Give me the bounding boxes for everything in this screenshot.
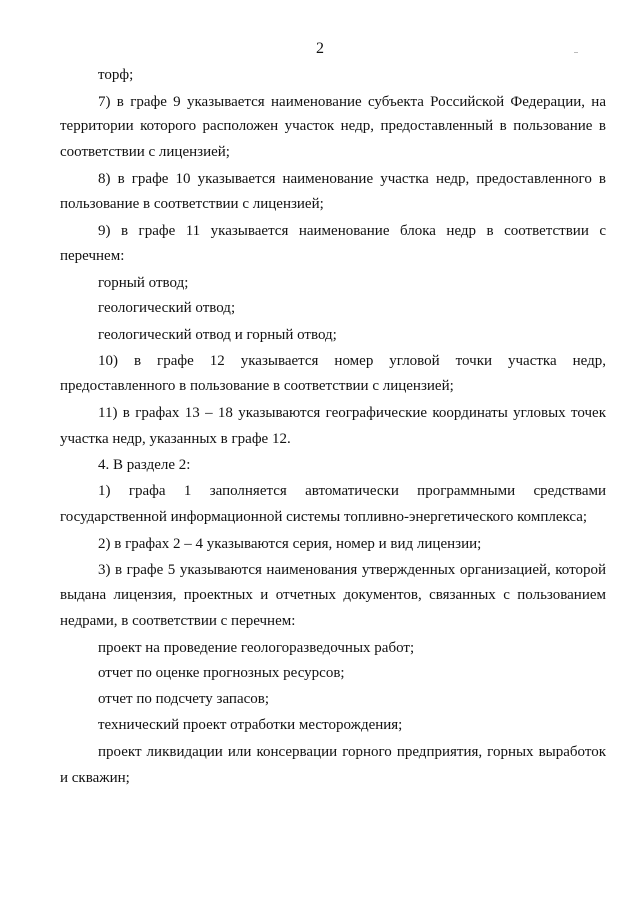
scan-mark bbox=[574, 52, 578, 53]
list-item: геологический отвод и горный отвод; bbox=[98, 327, 337, 343]
list-item: технический проект отработки месторождения; bbox=[98, 717, 403, 733]
text-line: 3) в графе 5 указываются наименования утвержденных организацией, которой bbox=[98, 562, 606, 578]
text-line: участка недр, указанных в графе 12. bbox=[60, 431, 291, 447]
text-line: 7) в графе 9 указывается наименование субъекта Российской Федерации, на bbox=[98, 94, 606, 110]
list-item: отчет по оценке прогнозных ресурсов; bbox=[98, 665, 345, 681]
text-line: перечнем: bbox=[60, 248, 125, 264]
list-item: отчет по подсчету запасов; bbox=[98, 691, 270, 707]
list-item: проект ликвидации или консервации горного предприятия, горных выработок bbox=[98, 744, 606, 760]
text-line: предоставленного в пользование в соответствии с лицензией; bbox=[60, 378, 454, 394]
list-item: проект на проведение геологоразведочных работ; bbox=[98, 640, 415, 656]
list-item: и скважин; bbox=[60, 770, 130, 786]
text-line: торф; bbox=[98, 67, 134, 83]
text-line: выдана лицензия, проектных и отчетных документов, связанных с пользованием bbox=[60, 587, 606, 603]
page-number: 2 bbox=[316, 40, 324, 57]
text-line: 10) в графе 12 указывается номер угловой точки участка недр, bbox=[98, 353, 606, 369]
text-line: недрами, в соответствии с перечнем: bbox=[60, 613, 296, 629]
text-line: 8) в графе 10 указывается наименование участка недр, предоставленного в bbox=[98, 171, 606, 187]
text-line: 9) в графе 11 указывается наименование блока недр в соответствии с bbox=[98, 223, 606, 239]
text-line: 2) в графах 2 – 4 указываются серия, номер и вид лицензии; bbox=[98, 536, 482, 552]
text-line: 11) в графах 13 – 18 указываются географические координаты угловых точек bbox=[98, 405, 606, 421]
list-item: горный отвод; bbox=[98, 275, 189, 291]
section-heading: 4. В разделе 2: bbox=[98, 457, 191, 473]
text-line: государственной информационной системы топливно-энергетического комплекса; bbox=[60, 509, 588, 525]
text-line: пользование в соответствии с лицензией; bbox=[60, 196, 324, 212]
text-line: территории которого расположен участок недр, предоставленный в пользование в bbox=[60, 118, 606, 134]
text-line: соответствии с лицензией; bbox=[60, 144, 230, 160]
text-line: 1) графа 1 заполняется автоматически программными средствами bbox=[98, 483, 606, 499]
list-item: геологический отвод; bbox=[98, 300, 236, 316]
